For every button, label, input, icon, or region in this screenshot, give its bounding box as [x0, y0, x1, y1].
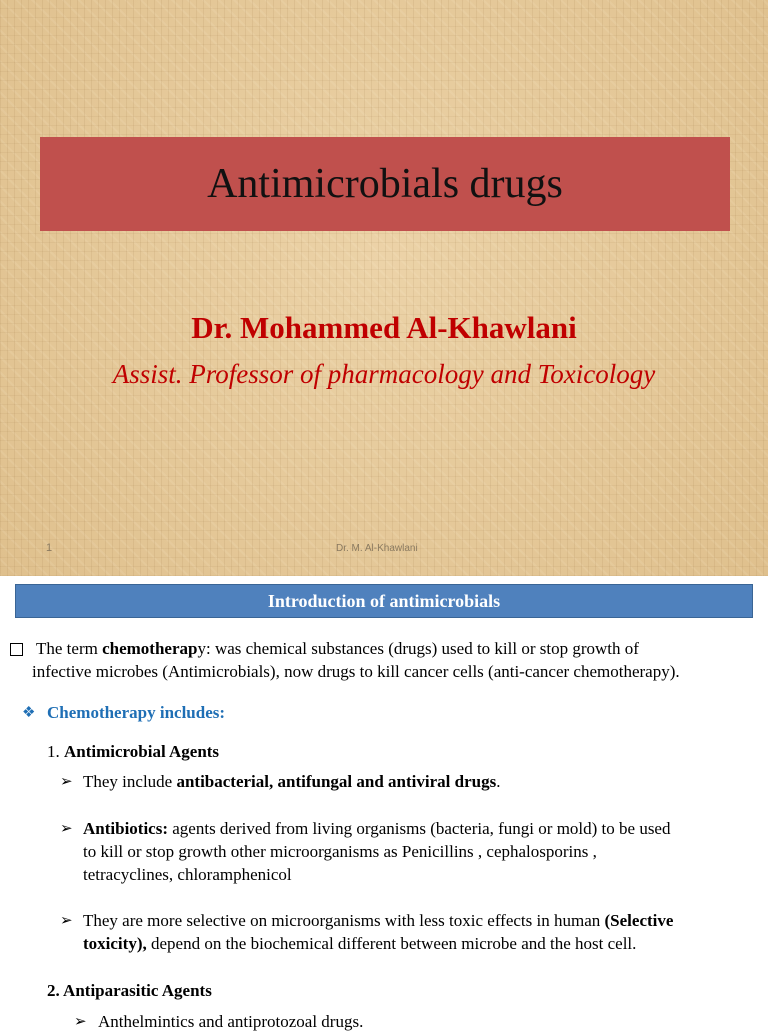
- item-1: [47, 740, 219, 763]
- selective-line-2-text: depend on the biochemical different between microbe and the host cell.: [146, 934, 637, 953]
- bullet-antiparasitic: Anthelmintics and antiprotozoal drugs.: [98, 1012, 364, 1031]
- arrow-bullet-icon: ➢: [60, 774, 73, 790]
- checkbox-bullet-icon: [10, 643, 23, 656]
- slide-number: 1: [46, 542, 53, 554]
- definition-line-2: infective microbes (Antimicrobials), now drugs to kill cancer cells (anti-cancer chemotherapy).: [32, 662, 680, 681]
- bullet-include-bold: antibacterial, antifungal and antiviral drugs: [176, 772, 497, 791]
- intro-slide: [0, 576, 768, 1031]
- chemotherapy-definition: [36, 637, 639, 660]
- selective-line-2: [83, 932, 636, 955]
- slide-title: Antimicrobials drugs: [207, 161, 563, 207]
- antibiotics-line-3: tetracyclines, chloramphenicol: [83, 865, 292, 884]
- item-2: 2. Antiparasitic Agents: [47, 981, 212, 1000]
- includes-heading: Chemotherapy includes:: [47, 703, 226, 722]
- definition-text-pre: The term: [36, 639, 103, 658]
- section-header: Introduction of antimicrobials: [15, 584, 753, 618]
- author-position: Assist. Professor of pharmacology and Toxicology: [112, 359, 656, 389]
- selective-line-1: They are more selective on microorganisms with less toxic effects in human: [83, 911, 605, 930]
- arrow-bullet-icon: ➢: [60, 821, 73, 837]
- antibiotics-label: Antibiotics:: [83, 819, 168, 838]
- slide-footer: Dr. M. Al-Khawlani: [336, 543, 418, 554]
- arrow-bullet-icon: ➢: [60, 913, 73, 929]
- bullet-include: [83, 770, 500, 793]
- antibiotics-line-2: to kill or stop growth other microorganisms as Penicillins , cephalosporins ,: [83, 842, 597, 861]
- title-banner: [40, 137, 730, 231]
- antibiotics-line-1: agents derived from living organisms (bacteria, fungi or mold) to be used: [168, 819, 671, 838]
- selective-term-2: toxicity),: [83, 934, 147, 953]
- definition-term: chemotherap: [102, 639, 198, 658]
- item-1-label: Antimicrobial Agents: [64, 742, 220, 761]
- arrow-bullet-icon: ➢: [74, 1014, 87, 1030]
- diamond-bullet-icon: ❖: [22, 705, 36, 721]
- bullet-include-post: .: [496, 772, 501, 791]
- bullet-antibiotics: [83, 817, 670, 840]
- selective-term: (Selective: [604, 911, 674, 930]
- bullet-selective: [83, 909, 673, 932]
- definition-text-post: y: was chemical substances (drugs) used to kill or stop growth of: [197, 639, 639, 658]
- item-1-number: 1.: [47, 742, 64, 761]
- bullet-include-pre: They include: [83, 772, 177, 791]
- author-name: Dr. Mohammed Al-Khawlani: [191, 310, 577, 345]
